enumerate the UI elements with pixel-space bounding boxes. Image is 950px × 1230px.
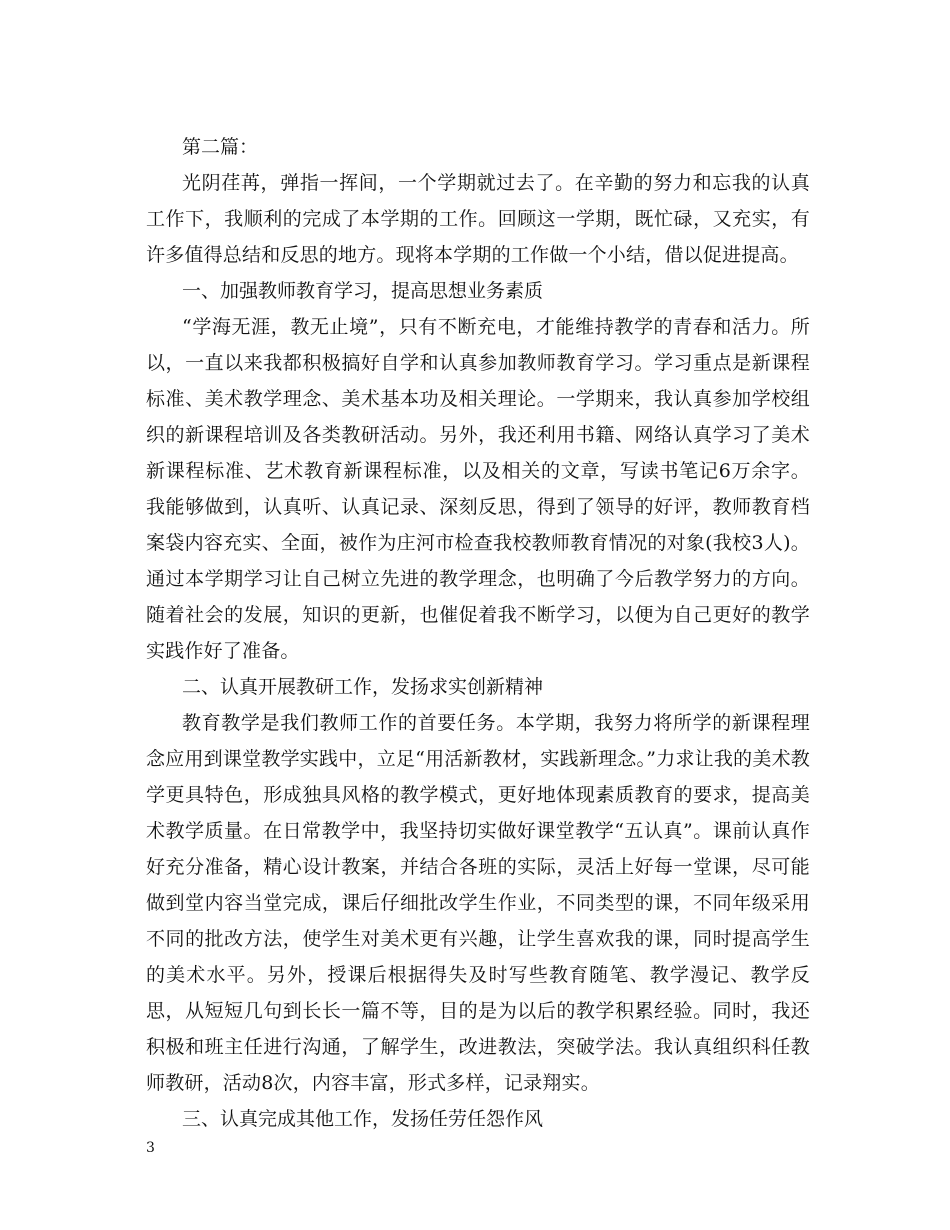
section-title: 第二篇： xyxy=(182,136,259,158)
heading-two: 二、认真开展教研工作，发扬求实创新精神 xyxy=(182,676,544,698)
page-number: 3 xyxy=(146,1140,155,1156)
document-body xyxy=(146,129,810,1137)
paragraph-teaching: 教育教学是我们教师工作的首要任务。本学期，我努力将所学的新课程理念应用到课堂教学实践中，立足“用活新教材，实践新理念。”力求让我的美术教学更具特色，形成独具风格的教学模式，更好地体现素质教育的要求，提高美术教学质量。在日常教学中，我坚持切实做好课堂教学“五认真”。课前认真作好充分准备，精心设计教案，并结合各班的实际，灵活上好每一堂课，尽可能做到堂内容当堂完成，课后仔细批改学生作业，不同类型的课，不同年级采用不同的批改方法，使学生对美术更有兴趣，让学生喜欢我的课，同时提高学生的美术水平。另外，授课后根据得失及时写些教育随笔、教学漫记、教学反思，从短短几句到长长一篇不等，目的是为以后的教学积累经验。同时，我还积极和班主任进行沟通，了解学生，改进教法，突破学法。我认真组织科任教师教研，活动8次，内容丰富，形式多样，记录翔实。 xyxy=(146,712,810,1094)
heading-three: 三、认真完成其他工作，发扬任劳任怨作风 xyxy=(182,1108,544,1130)
heading-one: 一、加强教师教育学习，提高思想业务素质 xyxy=(182,280,544,302)
paragraph-study: “学海无涯，教无止境”，只有不断充电，才能维持教学的青春和活力。所以，一直以来我都积极搞好自学和认真参加教师教育学习。学习重点是新课程标准、美术教学理念、美术基本功及相关理论。一学期来，我认真参加学校组织的新课程培训及各类教研活动。另外，我还利用书籍、网络认真学习了美术新课程标准、艺术教育新课程标准，以及相关的文章，写读书笔记6万余字。我能够做到，认真听、认真记录、深刻反思，得到了领导的好评，教师教育档案袋内容充实、全面，被作为庄河市检查我校教师教育情况的对象(我校3人)。通过本学期学习让自己树立先进的教学理念，也明确了今后教学努力的方向。随着社会的发展，知识的更新，也催促着我不断学习，以便为自己更好的教学实践作好了准备。 xyxy=(146,316,810,662)
paragraph-intro: 光阴荏苒，弹指一挥间，一个学期就过去了。在辛勤的努力和忘我的认真工作下，我顺利的完成了本学期的工作。回顾这一学期，既忙碌，又充实，有许多值得总结和反思的地方。现将本学期的工作做一个小结，借以促进提高。 xyxy=(146,172,810,266)
